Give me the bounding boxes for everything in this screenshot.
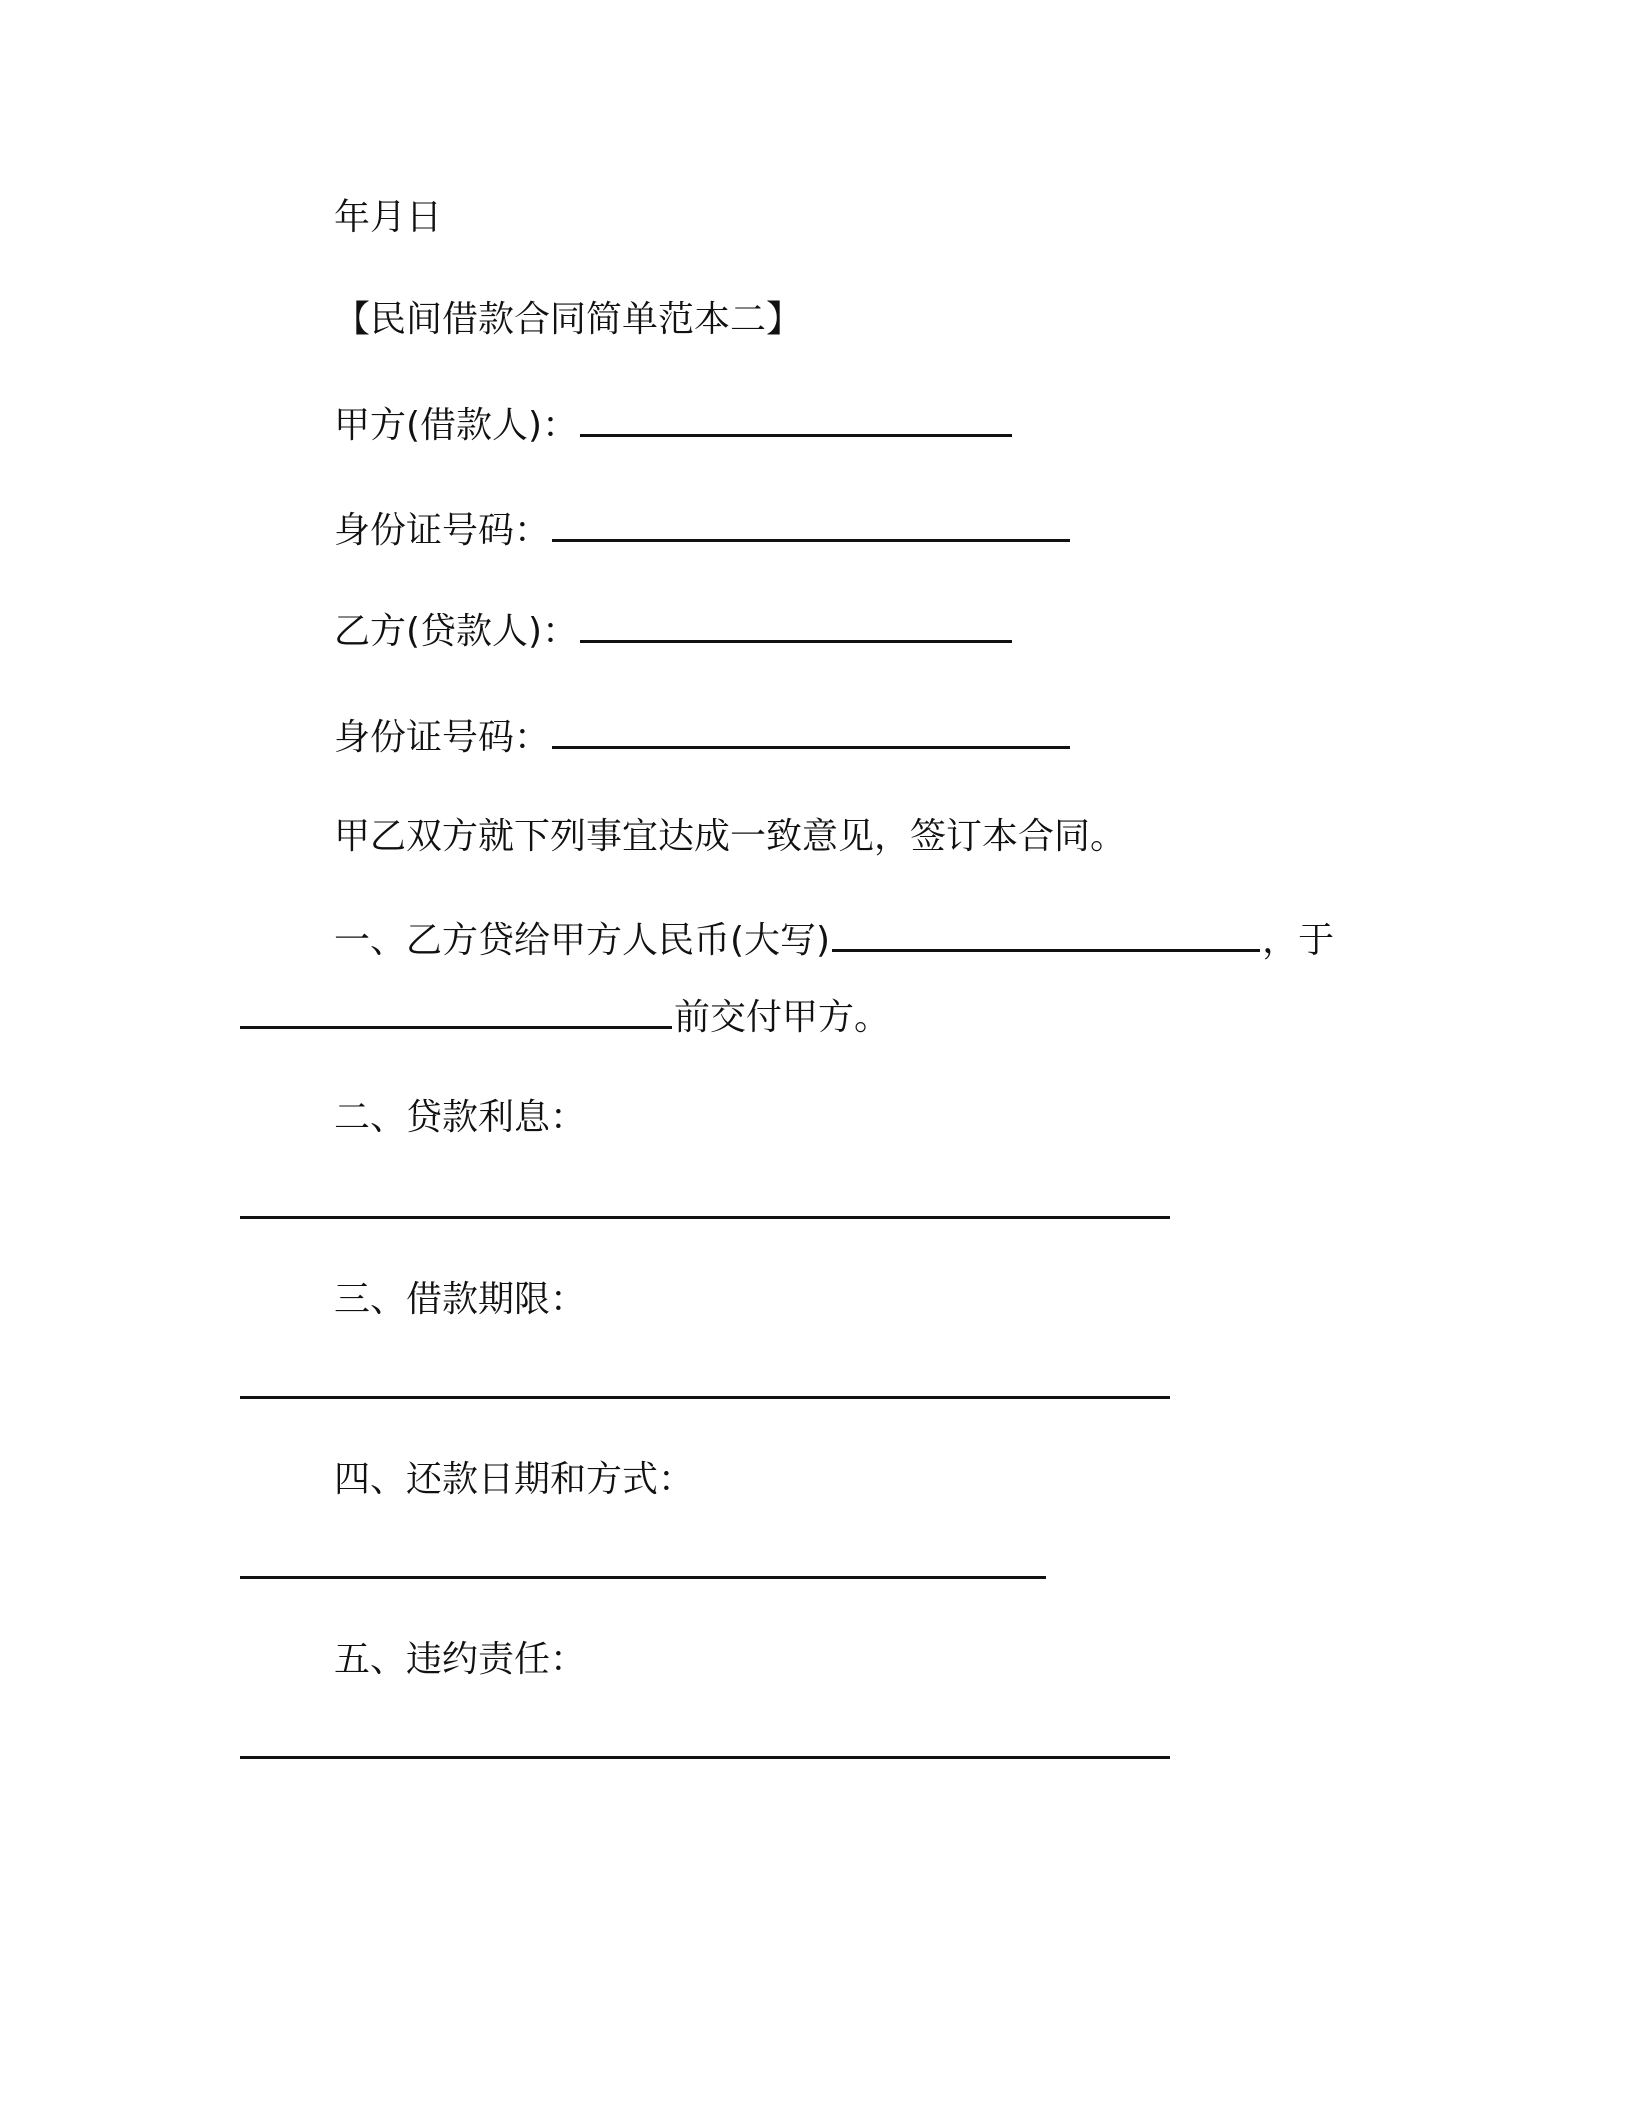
clause2-label: 二、贷款利息： <box>334 1097 587 1138</box>
clause3-label: 三、借款期限： <box>334 1279 587 1320</box>
document-title: 【民间借款合同简单范本二】 <box>334 299 803 340</box>
party-a-row <box>334 400 1014 450</box>
party-a-id-blank[interactable] <box>552 505 1070 542</box>
interest-blank-line[interactable] <box>240 1216 1170 1219</box>
loan-amount-blank[interactable] <box>832 915 1260 952</box>
party-b-id-blank[interactable] <box>552 712 1070 749</box>
date-line: 年月日 <box>334 197 443 238</box>
party-a-id-row <box>334 505 1072 555</box>
clause1-row <box>334 915 1334 965</box>
party-b-row <box>334 606 1014 656</box>
party-b-label: 乙方(贷款人)： <box>334 611 579 652</box>
party-b-name-blank[interactable] <box>580 606 1012 643</box>
party-a-id-label: 身份证号码： <box>334 510 551 551</box>
party-a-label: 甲方(借款人)： <box>334 405 579 446</box>
intro-line: 甲乙双方就下列事宜达成一致意见，签订本合同。 <box>334 816 1127 857</box>
clause5-label: 五、违约责任： <box>334 1639 587 1680</box>
breach-blank-line[interactable] <box>240 1756 1170 1759</box>
party-b-id-row <box>334 712 1072 762</box>
clause1-continued-row <box>240 992 890 1042</box>
repayment-blank-line[interactable] <box>240 1576 1046 1579</box>
clause1-end: 前交付甲方。 <box>674 997 891 1038</box>
clause1-start: 一、乙方贷给甲方人民币(大写) <box>334 920 831 961</box>
party-b-id-label: 身份证号码： <box>334 717 551 758</box>
clause4-label: 四、还款日期和方式： <box>334 1459 695 1500</box>
delivery-date-blank[interactable] <box>240 992 672 1029</box>
party-a-name-blank[interactable] <box>580 400 1012 437</box>
clause1-mid: ，于 <box>1262 920 1335 961</box>
term-blank-line[interactable] <box>240 1396 1170 1399</box>
